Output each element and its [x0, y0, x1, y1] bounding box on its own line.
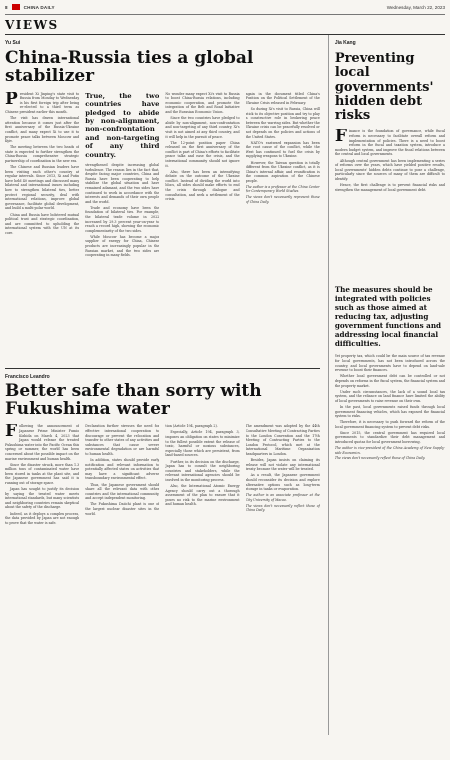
paragraph: Since the disaster struck, more than 1.3 million tons of contaminated water have been stored in tanks at the plant site, and the Japanese government has said it is running out of storage space.	[5, 462, 80, 485]
page-top-strip	[5, 0, 445, 15]
article1-headline: China-Russia ties a global stabilizer	[5, 48, 254, 86]
paragraph: inance is the foundation of governance, while fiscal reform is necessary to facilitate overall reform and implementation of policies. There is a need to boost reform in the fiscal and taxation system, introduce a modern budget system, and improve the fiscal relations between the central and local governments.	[334, 129, 445, 157]
dropcap-f-sidebar: F	[334, 129, 347, 147]
sidebar-disclaimer: The views don't necessarily reflect those of China Daily.	[334, 456, 426, 461]
article2-disclaimer: The views don't necessarily reflect those of China Daily.	[245, 503, 320, 512]
article2-headline: Better safe than sorry with Fukushima water	[5, 380, 262, 419]
main-column	[5, 35, 320, 735]
paragraph: The Chinese and Russian leaders have been visiting each other's country at regular intervals. Since 2013, Xi and Putin have held 40 meetings and discussed many bilateral and international issues including how to strengthen bilateral ties, better protect regional security, deal with international relations, improve global governance, facilitate global development, and build a multi-polar world.	[5, 165, 80, 211]
paragraph: ollowing the announcement of Japanese Prime Minister Fumio Kishida on March 4, 2023 that Japan would release the treated Fukushima water into the Pacific Ocean this spring or summer, the world has been concerned about the possible impact on the marine environment and human health.	[5, 424, 80, 461]
article1-byline: Yu Sui	[5, 40, 21, 46]
article1-disclaimer: The views don't necessarily represent those of China Daily.	[245, 195, 320, 204]
paragraph: resident Xi Jinping's state visit to Russia from Monday to Wednesday is his first foreign trip after being re-elected to a third term as Chinese president earlier this month.	[5, 91, 80, 115]
paragraph: Further, in its decision on the discharge, Japan has to consult the neighboring countries and stakeholders, while the relevant international agencies should be involved in the monitoring process.	[165, 459, 240, 482]
paragraph: strengthened despite increasing global turbulence. The reason lies in the fact that, despite facing major countries, China and Russia have been cooperating to help stabilize the global situation and have remained adamant, and the two sides have continued to work in accordance with the interests and demands of their own people and the world.	[85, 162, 160, 204]
paragraph: Although central government has been implementing a series of reforms over the years, which have yielded positive results, local governments' hidden debts continue to pose a challenge, particularly since the sources of many of them are difficult to identify.	[334, 158, 445, 181]
sidebar-body-bottom	[335, 354, 445, 694]
article2-body	[5, 424, 320, 760]
article1-author-bio: The author is a professor at the China Center for Contemporary World Studies.	[245, 184, 320, 194]
article1-col4	[246, 92, 320, 360]
paragraph: China and Russia have bolstered mutual political trust and strategic coordination, and are committed to upholding the international system with the UN at its core.	[5, 212, 80, 235]
paragraph: Since 2015, the central government has required local governments to standardize their debt management and introduced quotas for local government borrowing.	[334, 430, 445, 445]
paragraph: The amendment was adopted by the 44th Consultative Meeting of Contracting Parties to the London Convention and the 17th Meeting of Contracting Parties to the London Protocol, which met at the International Maritime Organization headquarters in London.	[245, 424, 320, 456]
paragraph: Hence, the first challenge is to prevent financial risks and strengthen the management of local government debt.	[334, 183, 445, 192]
paragraph: The Fukushima Daiichi plant is one of the largest nuclear disaster sites in the world.	[85, 502, 160, 516]
article-fukushima	[5, 374, 320, 760]
paragraph: As a result, the Japanese government should reconsider its decision and explore alternative options such as long-term storage in tanks or evaporation.	[245, 473, 320, 492]
article1-col3	[165, 92, 239, 360]
paragraph: Yet property tax, which could be the main source of tax revenue for local governments, has not been introduced across the country, and local governments have to depend on land-sale revenue to boost their finances.	[334, 354, 445, 373]
article2-author-bio: The author is an associate professor at the City University of Macao.	[245, 493, 320, 502]
masthead: CHINA DAILY	[23, 4, 55, 10]
sidebar-headline: Preventing local governments' hidden debt risks	[334, 51, 434, 124]
dropcap-p: P	[5, 91, 18, 109]
china-daily-logo-icon	[12, 4, 20, 10]
sidebar-column	[328, 35, 445, 735]
article1-col2	[85, 92, 159, 360]
article2-col1	[5, 424, 79, 760]
paragraph: While Moscow has become a major supplier of energy for China, Chinese products are increasingly popular in the Russian market, and the two sides are cooperating in many fields.	[85, 234, 160, 258]
paragraph: Japan has sought to justify its decision by saying the treated water meets international standards, but many scientists and neighboring countries remain skeptical about the safety of the discharge.	[5, 487, 80, 510]
paragraph: The visit has drawn international attention because it comes just after the first anniversary of the Russia-Ukraine conflict, and many expect Xi to use it to promote peace talks between Moscow and Kyiv.	[5, 116, 80, 144]
sidebar-body-top	[335, 129, 445, 279]
article2-col3	[165, 424, 239, 760]
article1-body	[5, 92, 320, 360]
paragraph: Especially, Article 194, paragraph 3, imposes an obligation on states to minimize to the fullest possible extent the release of toxic, harmful or noxious substances, especially those which are persistent, from land-based sources.	[165, 430, 240, 458]
paragraph: In the past, local governments raised funds through local government financing vehicles, which has exposed the financial system to risks.	[334, 404, 445, 419]
page-number: 8	[5, 4, 8, 10]
paragraph: Also, there has been an intensifying debate on the outcome of the Ukraine conflict. Instead of dividing the world into blocs, all sides should make efforts to end the crisis through dialogue and consultation, and seek a settlement of the crisis.	[165, 169, 240, 202]
paragraph: Thus, the Japanese government should share all the relevant data with other countries and the international community, and accept independent monitoring.	[85, 482, 160, 501]
paragraph: Trade and economy have been the foundation of bilateral ties. For example, the bilateral trade volume in 2022 increased by 29.3 percent year-on-year to reach a record high, showing the economic complementarity of the two sides.	[85, 205, 160, 233]
sidebar-author-bio: The author is vice-president of the China Academy of New Supply-side Economics.	[334, 446, 445, 455]
paragraph: In addition, states should provide early notification and relevant information to potentially affected states on activities that may have a significant adverse transboundary environmental effect.	[85, 458, 160, 481]
paragraph: However, the Taiwan question is totally different from the Ukraine conflict, as it is China's internal affair, and reunification is the common aspiration of the Chinese people.	[245, 160, 320, 183]
dropcap-f: F	[5, 424, 18, 442]
paragraph: Declaration further stresses the need for effective international cooperation to discourage or prevent the relocation and transfer to other states of any activities and substances that cause severe environmental degradation or are harmful to human health.	[85, 424, 160, 456]
paragraph: So during Xi's visit to Russia, China will stick to its objective position and try to play a constructive role in brokering peace between the warring sides. But whether the Ukraine crisis can be peacefully resolved or not depends on the policies and actions of the United States.	[245, 106, 320, 139]
paragraph: Also, the International Atomic Energy Agency should carry out a thorough assessment of the plan to ensure that it poses no risk to the marine environment and human health.	[165, 484, 240, 507]
sidebar-pull-quote: The measures should be integrated with policies such as those aimed at reducing tax, adjusting government functions and addressing local financial difficulties.	[334, 285, 442, 349]
article-china-russia	[5, 40, 320, 360]
paragraph: The 12-point position paper China released on the first anniversary of the conflict is part of China's efforts to facilitate peace talks and ease the crisis, and the international community should not ignore it.	[165, 140, 240, 168]
paragraph: tion (Article 194, paragraph 2).	[165, 424, 218, 429]
section-header	[5, 15, 445, 35]
article2-byline: Francisco Leandro	[5, 373, 50, 380]
date-line: Wednesday, March 22, 2023	[386, 4, 445, 10]
paragraph: The meeting between the two heads of state is expected to further strengthen the China-Russia comprehensive strategic partnership of coordination in the new era.	[5, 145, 80, 163]
paragraph: Besides, Japan insists on claiming its release will not violate any international treaty because the water will be treated.	[245, 458, 320, 472]
paragraph: NATO's eastward expansion has been the root cause of the conflict, while the West has continued to fuel the crisis by supplying weapons to Ukraine.	[245, 140, 320, 159]
section-title: VIEWS	[5, 17, 59, 32]
page-columns	[5, 35, 445, 735]
article1-pull-quote: True, the two countries have pledged to abide by non-alignment, non-confrontation and non-targeting of any third country.	[85, 91, 160, 159]
top-right	[387, 5, 445, 10]
article2-col2	[85, 424, 159, 760]
paragraph: No wonder many expect Xi's visit to Russia to boost China-Russia relations, including economic cooperation, and promote the integration of the Belt and Road Initiative and the Eurasian Economic Union.	[165, 91, 240, 115]
paragraph: Since the two countries have pledged to abide by non-alignment, non-confrontation and non-targeting of any third country, Xi's visit is not aimed at any third country, and it will help in the pursuit of peace.	[165, 116, 240, 139]
paragraph: Therefore, it is necessary to push forward the reform of the local government financing system to prevent debt risks.	[334, 420, 445, 429]
article2-col4	[246, 424, 320, 760]
paragraph: Indeed, as it deploys a complex process, the data provided by Japan are not enough to prove that the water is safe.	[5, 511, 80, 525]
paragraph: again in the document titled China's Position on the Political Settlement of the Ukraine Crisis released in February.	[245, 91, 320, 105]
paragraph: Whether local government debt can be controlled or not depends on reforms in the fiscal system, the financial system and the property market.	[334, 374, 445, 388]
paragraph: Under such circumstances, the lack of a sound local tax system, and the reliance on land finance have limited the ability of local governments to raise revenue on their own.	[334, 389, 445, 403]
article-divider	[5, 368, 320, 369]
article1-col1	[5, 92, 79, 360]
top-left	[5, 4, 55, 10]
sidebar-byline: Jia Kang	[334, 40, 356, 46]
